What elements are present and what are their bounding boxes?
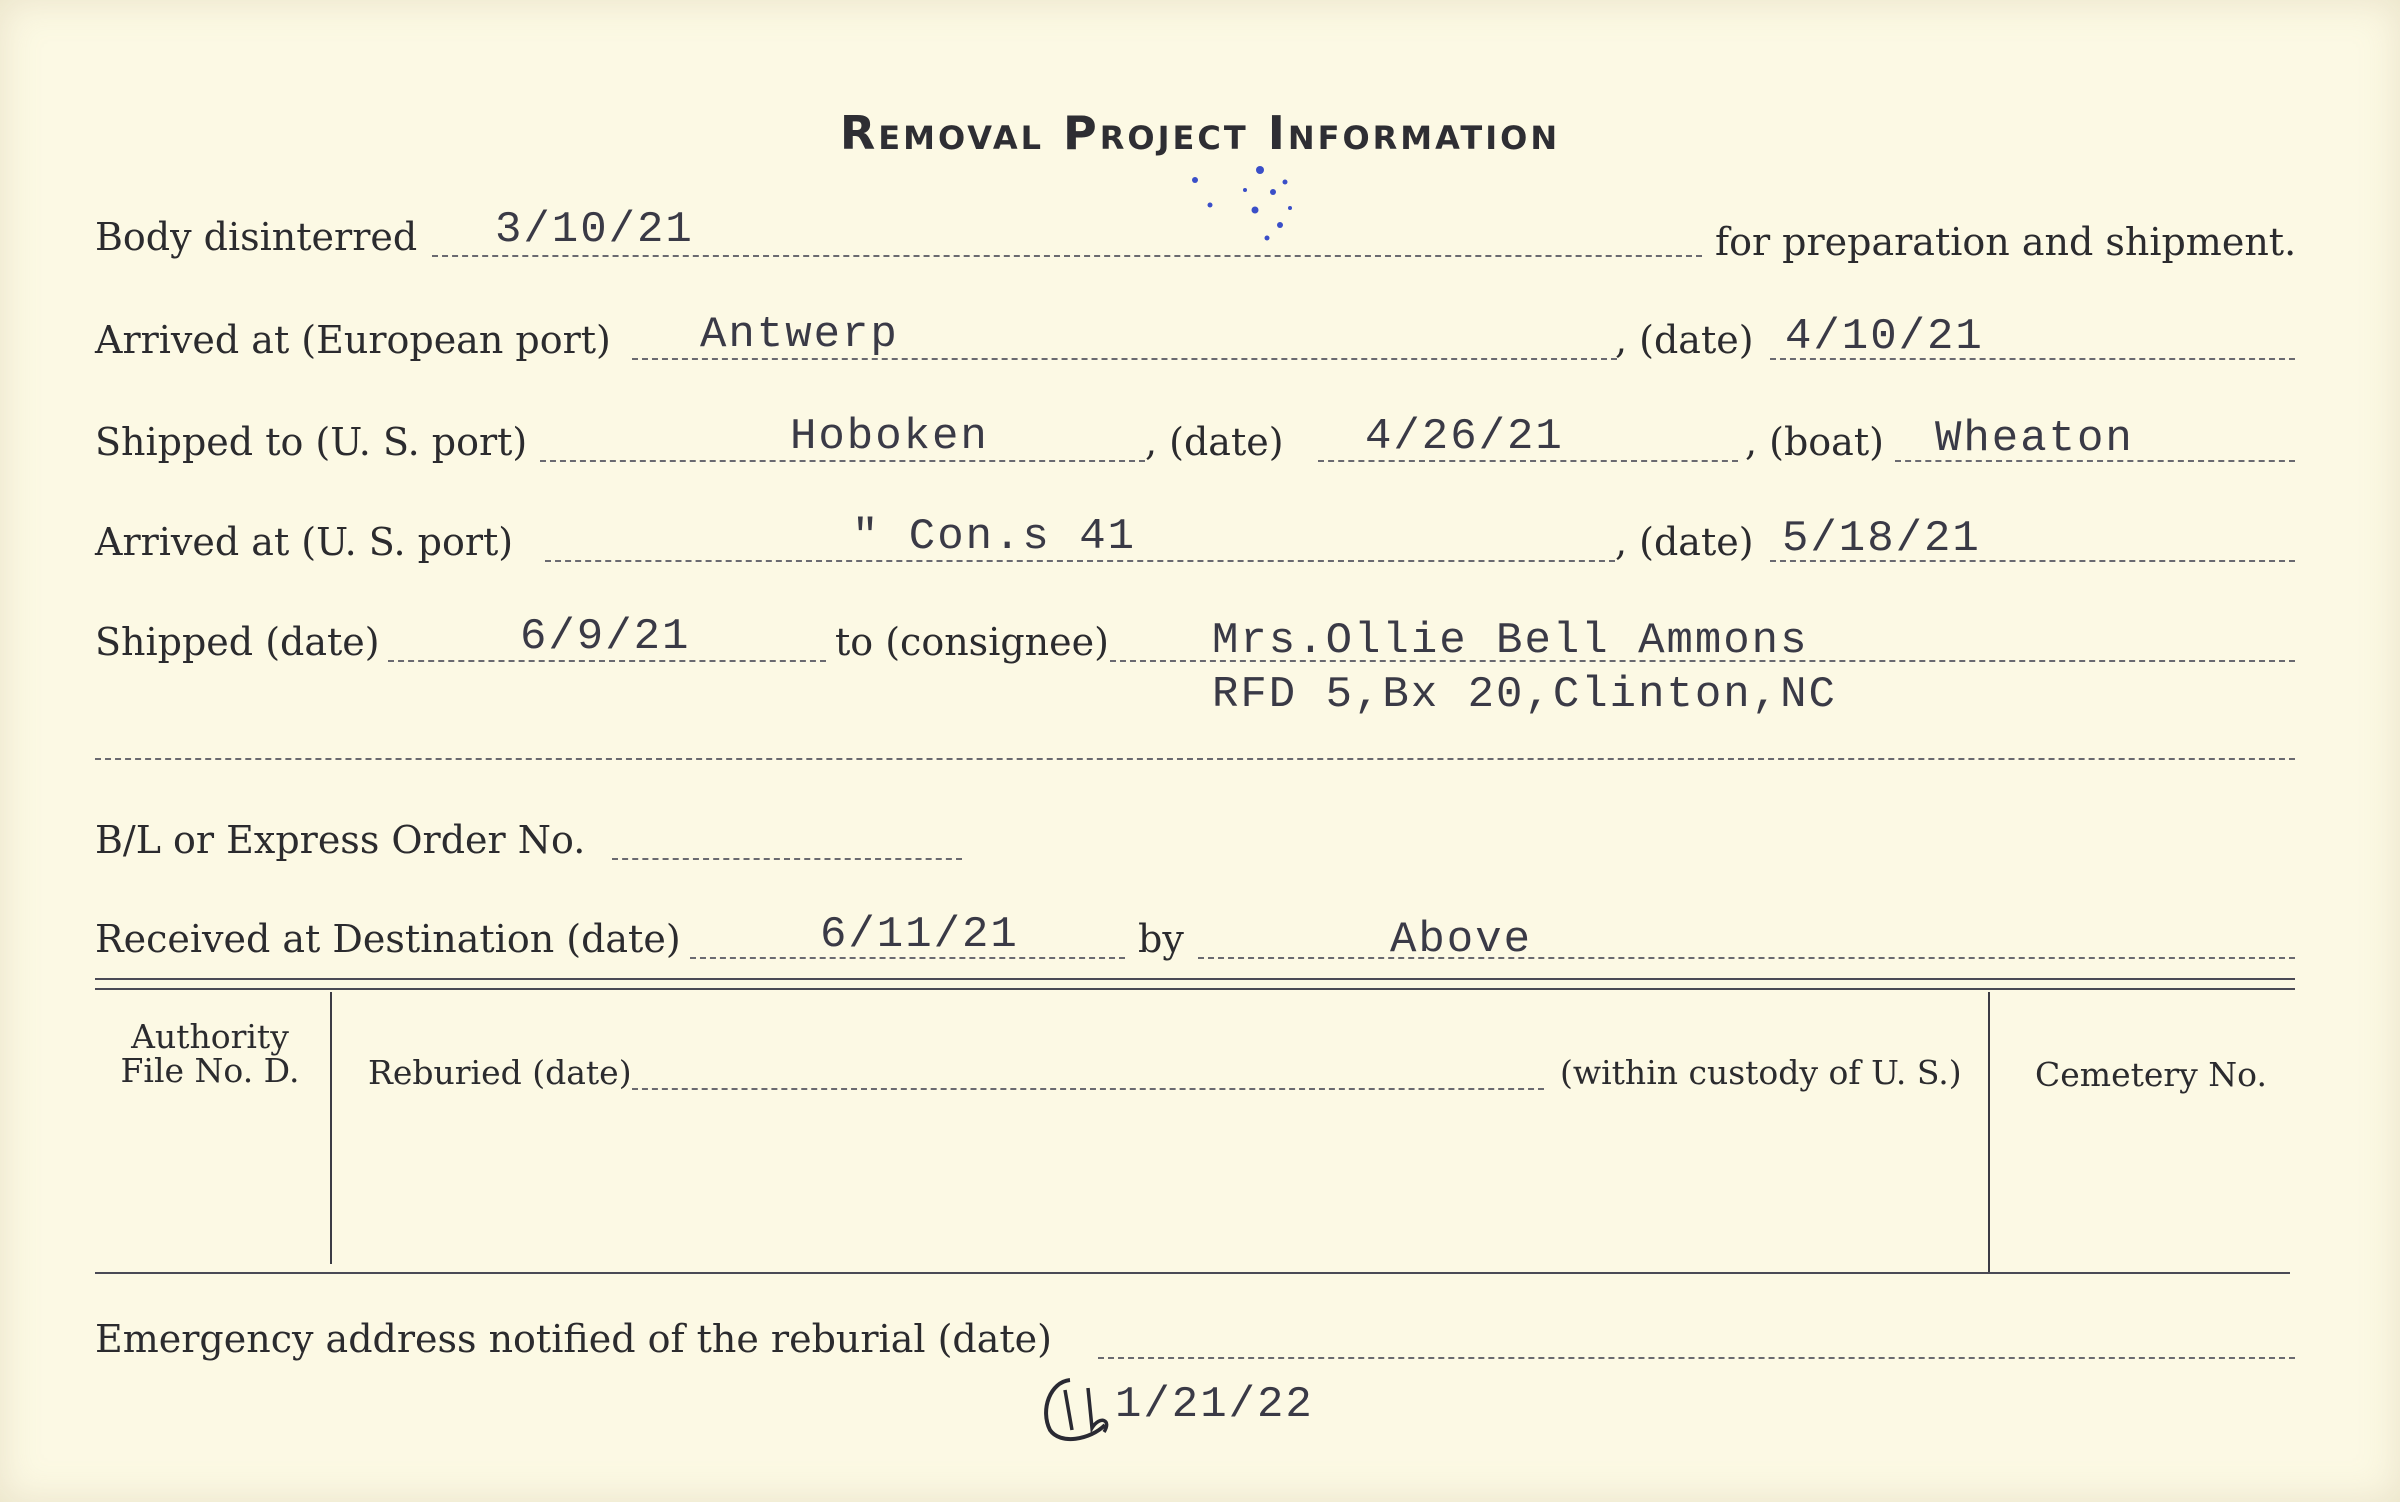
double-rule-top: [95, 978, 2295, 980]
double-rule-bottom: [95, 988, 2295, 990]
boat-label: , (boat): [1745, 420, 1884, 464]
box-divider-left: [330, 992, 332, 1264]
authority-label-line2: File No. D.: [120, 1051, 300, 1090]
reburied-label: Reburied (date): [368, 1053, 632, 1092]
handwritten-initials: [1030, 1370, 1120, 1450]
us-port-shipped-value: Hoboken: [790, 412, 989, 462]
us-port-shipped-date-label: , (date): [1145, 420, 1284, 464]
reburied-line: [632, 1088, 1544, 1090]
us-port-arrived-label: Arrived at (U. S. port): [95, 520, 514, 564]
us-port-arrived-value: " Con.s 41: [852, 512, 1137, 562]
body-disinterred-value: 3/10/21: [495, 205, 694, 255]
boat-value: Wheaton: [1935, 414, 2134, 464]
body-disinterred-suffix: for preparation and shipment.: [1715, 220, 2297, 264]
consignee-address: RFD 5,Bx 20,Clinton,NC: [1212, 670, 1837, 720]
consignee-label: to (consignee): [835, 620, 1109, 664]
ink-speckles: [1185, 150, 1345, 260]
received-date-label: Received at Destination (date): [95, 917, 681, 961]
european-port-label: Arrived at (European port): [95, 318, 611, 362]
received-by-label: by: [1138, 917, 1184, 961]
form-title: Removal Project Information: [839, 106, 1561, 160]
us-port-shipped-label: Shipped to (U. S. port): [95, 420, 528, 464]
shipped-date-value: 6/9/21: [520, 612, 691, 662]
bl-order-line: [612, 858, 962, 860]
european-port-date-value: 4/10/21: [1785, 312, 1984, 362]
us-port-shipped-date-value: 4/26/21: [1365, 412, 1564, 462]
received-by-value: Above: [1390, 915, 1533, 965]
emergency-date-value: 1/21/22: [1115, 1380, 1314, 1430]
emergency-address-line: [1098, 1357, 2295, 1359]
box-bottom-rule: [95, 1272, 2290, 1274]
body-disinterred-label: Body disinterred: [95, 215, 418, 259]
authority-label-line1: Authority: [131, 1017, 289, 1056]
consignee-name: Mrs.Ollie Bell Ammons: [1212, 616, 1809, 666]
us-port-arrived-date-label: , (date): [1615, 520, 1754, 564]
blank-line: [95, 758, 2295, 760]
body-disinterred-line: [432, 255, 1702, 257]
emergency-address-label: Emergency address notified of the reburial (date): [95, 1317, 1052, 1361]
shipped-date-label: Shipped (date): [95, 620, 380, 664]
european-port-date-label: , (date): [1615, 318, 1754, 362]
cemetery-no-label: Cemetery No.: [2035, 1055, 2267, 1094]
received-date-value: 6/11/21: [820, 910, 1019, 960]
us-port-arrived-date-value: 5/18/21: [1782, 514, 1981, 564]
custody-label: (within custody of U. S.): [1560, 1053, 1962, 1092]
box-divider-right: [1988, 992, 1990, 1272]
received-by-line: [1198, 957, 2295, 959]
bl-order-label: B/L or Express Order No.: [95, 818, 586, 862]
european-port-value: Antwerp: [700, 310, 899, 360]
authority-file-label: [95, 1017, 325, 1090]
